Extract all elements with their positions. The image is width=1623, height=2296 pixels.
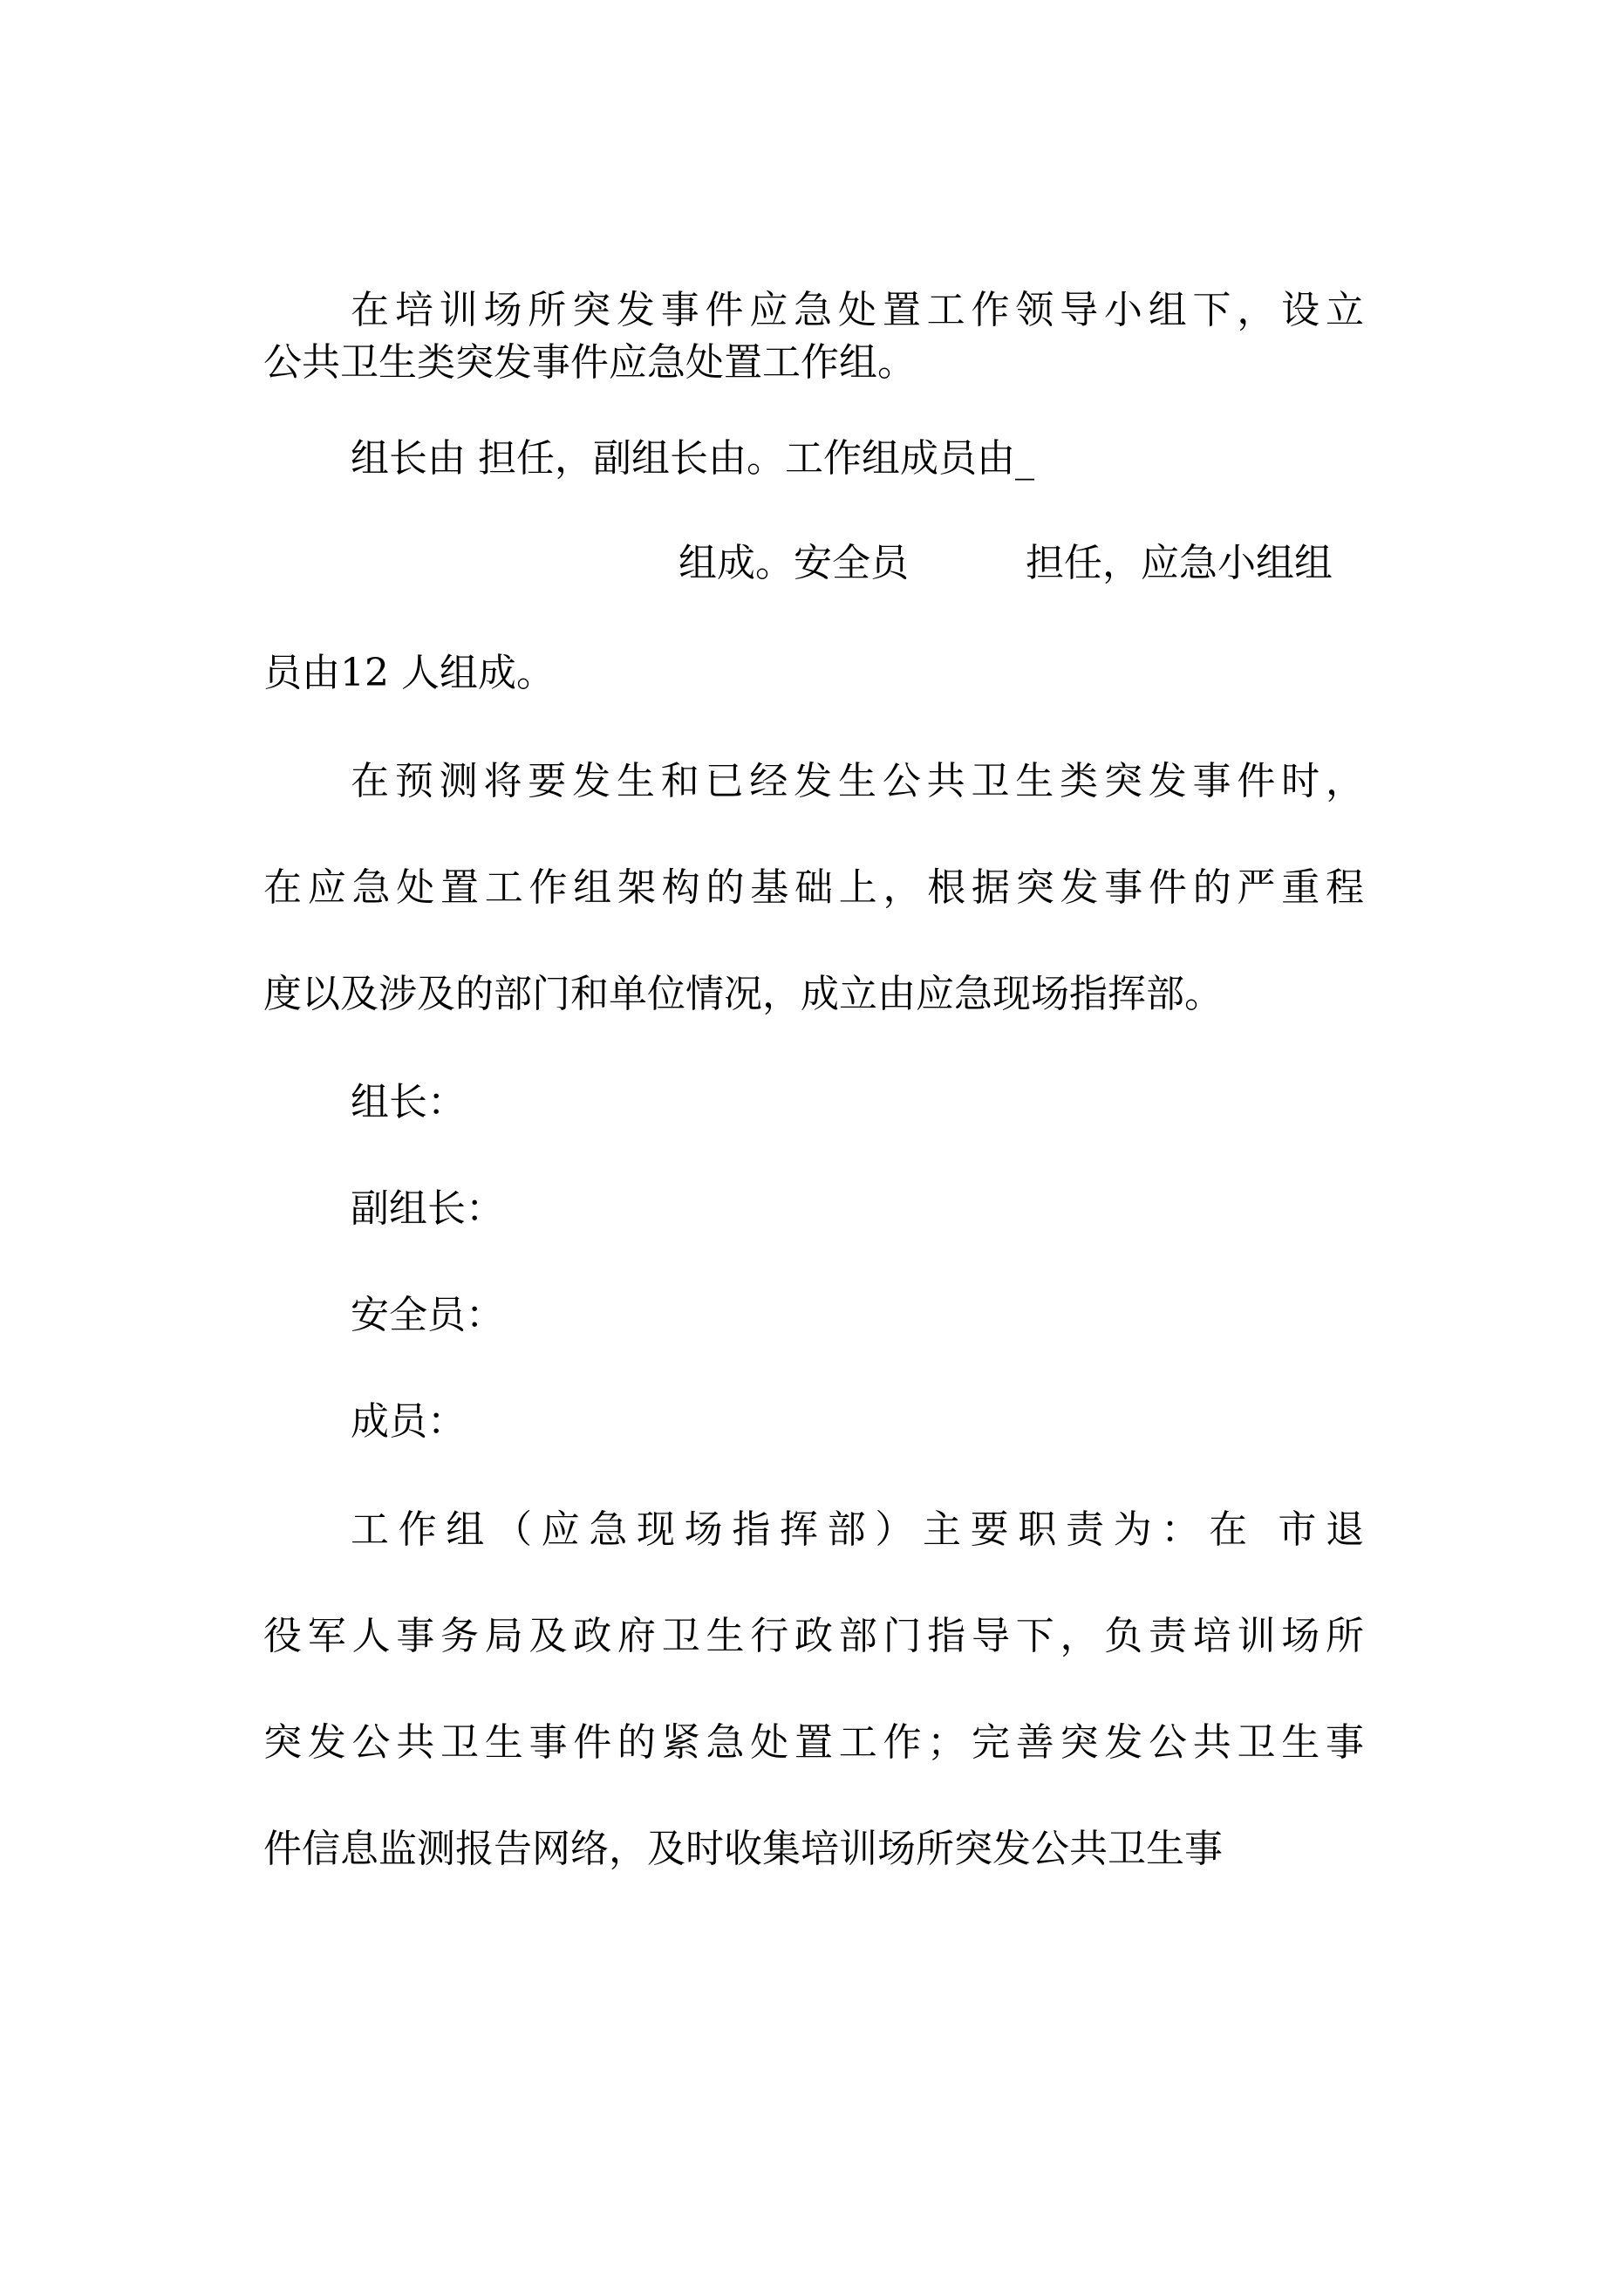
label-safety-officer: 安全员： — [351, 1293, 504, 1337]
body-text-line-13: 工作组（应急现场指挥部）主要职责为：在 市退 — [351, 1507, 1364, 1552]
body-text-line-4b: 担任，应急小组组 — [1026, 541, 1333, 585]
body-text-line-3: 组长由 担任，副组长由。工作组成员由_ — [351, 436, 1034, 481]
label-leader: 组长： — [351, 1080, 466, 1124]
body-text-line-2: 公共卫生类突发事件应急处置工作组。 — [263, 340, 916, 385]
body-text-line-6: 在预测将要发生和已经发生公共卫生类突发事件时， — [351, 759, 1364, 803]
label-deputy-leader: 副组长： — [351, 1186, 504, 1231]
body-text-line-7: 在应急处置工作组架构的基础上，根据突发事件的严重程 — [263, 865, 1364, 910]
body-text-line-16: 件信息监测报告网络，及时收集培训场所突发公共卫生事 — [263, 1827, 1223, 1871]
body-text-line-15: 突发公共卫生事件的紧急处置工作；完善突发公共卫生事 — [263, 1720, 1364, 1765]
body-text-line-1: 在培训场所突发事件应急处置工作领导小组下，设立 — [351, 288, 1364, 332]
body-text-line-4a: 组成。安全员 — [679, 541, 909, 585]
body-text-line-5: 员由12 人组成。 — [263, 651, 555, 695]
label-members: 成员： — [351, 1399, 466, 1444]
body-text-line-14: 役军人事务局及政府卫生行政部门指导下，负责培训场所 — [263, 1614, 1364, 1658]
body-text-line-8: 度以及涉及的部门和单位情况，成立由应急现场指挥部。 — [263, 972, 1223, 1016]
